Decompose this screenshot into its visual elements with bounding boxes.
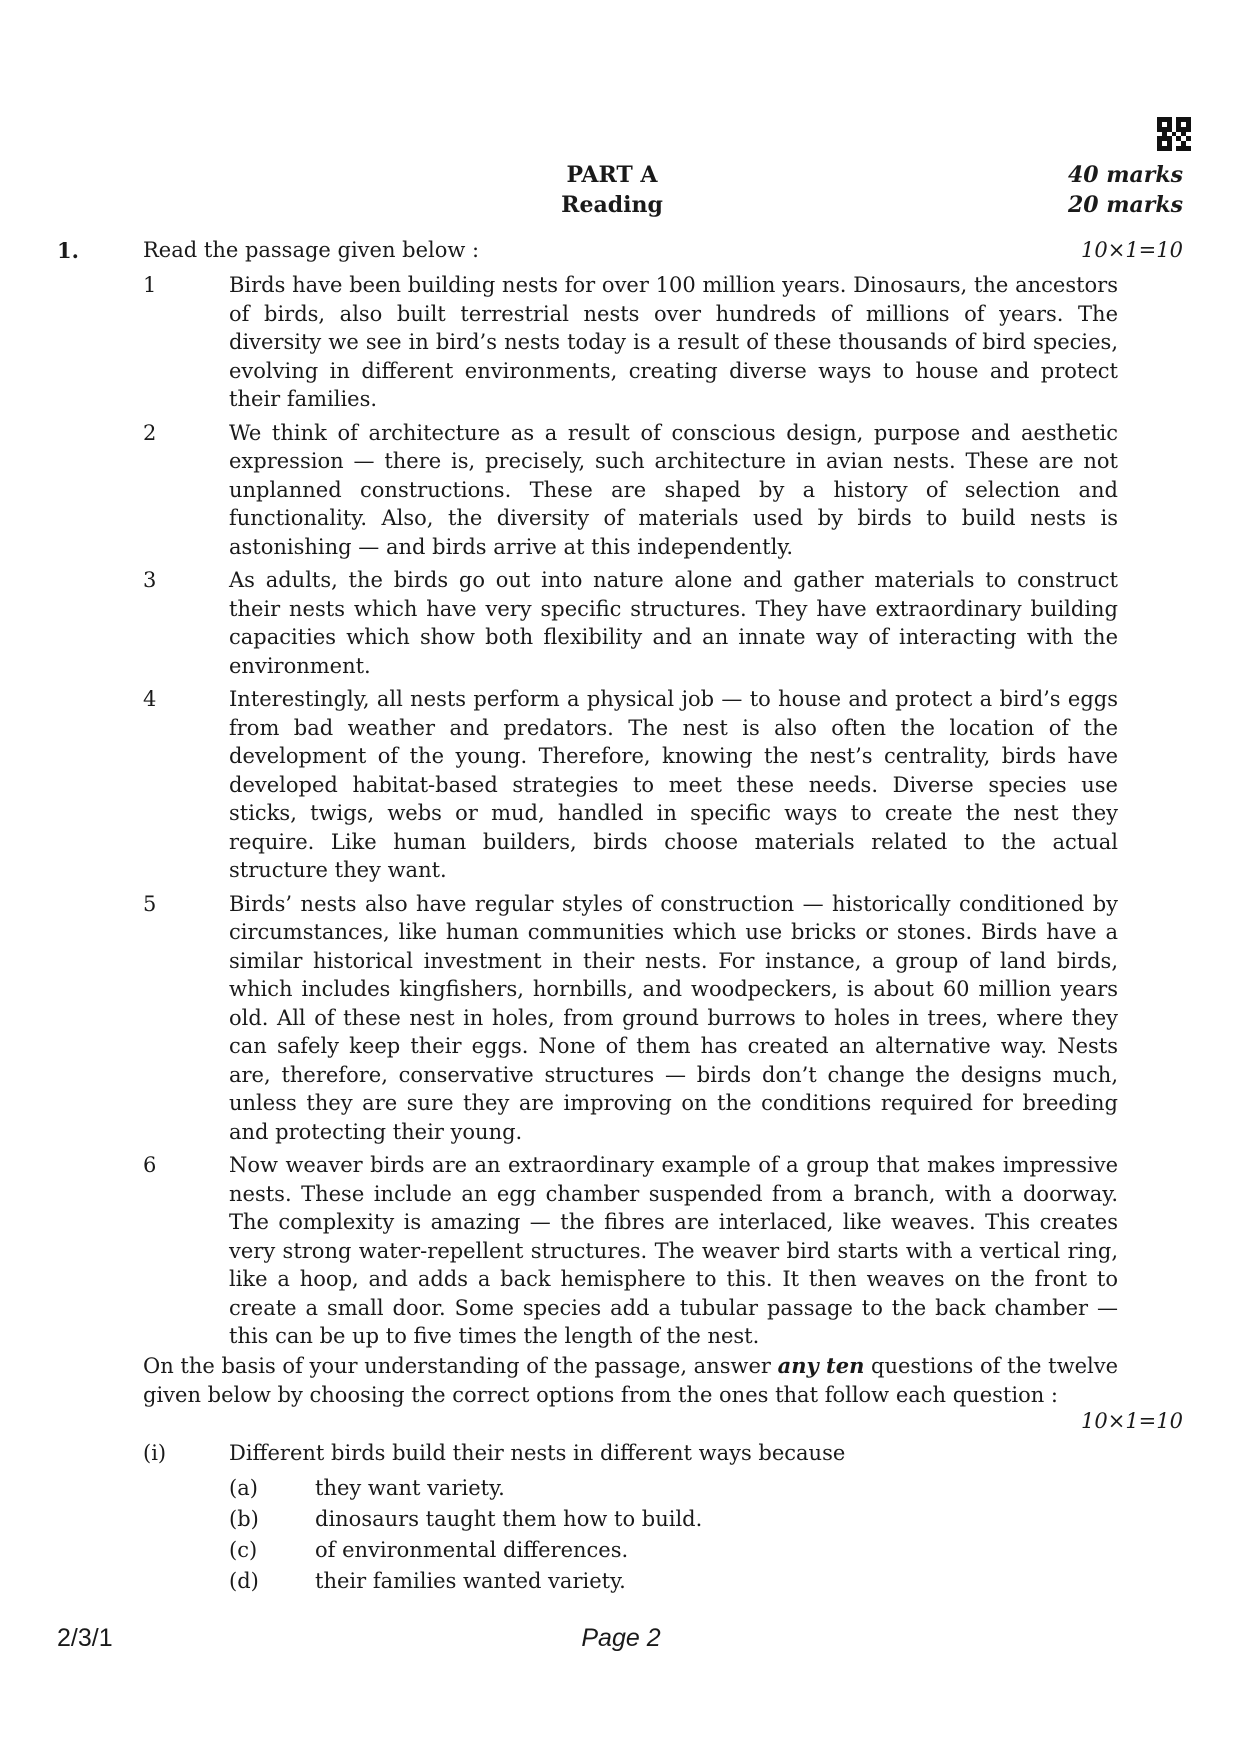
option-label: (b): [229, 1507, 259, 1531]
instruction: [143, 1352, 1118, 1409]
question-number: 1.: [57, 238, 79, 263]
paragraph-text: We think of architecture as a result of conscious design, purpose and aesthetic expression — there is, precisely, such architecture in avian nests. These are not unplanned constructions. These are shaped by a history of selection and functionality. Also, the diversity of materials used by birds to build nests is astonishing — and birds arrive at this independently.: [229, 420, 1118, 559]
passage-paragraph: [143, 1151, 1118, 1351]
answer-option[interactable]: [229, 1473, 702, 1504]
instruction-marks: 10×1=10: [1081, 1409, 1183, 1433]
paragraph-text: Now weaver birds are an extraordinary example of a group that makes impressive nests. These include an egg chamber suspended from a branch, with a doorway. The complexity is amazing — the fibres are interlaced, like weaves. This creates very strong water-repellent structures. The weaver bird starts with a vertical ring, like a hoop, and adds a back hemisphere to this. It then weaves on the front to create a small door. Some species add a tubular passage to the back chamber — this can be up to five times the length of the nest.: [229, 1153, 1118, 1348]
answer-options: [229, 1473, 702, 1597]
paper-code: 2/3/1: [57, 1624, 113, 1652]
paragraph-text: Birds have been building nests for over 100 million years. Dinosaurs, the ancestors of birds, also built terrestrial nests over hundreds of millions of years. The diversity we see in bird’s nests today is a result of these thousands of bird species, evolving in different environments, creating diverse ways to house and protect their families.: [229, 273, 1118, 411]
passage-paragraph: [143, 685, 1118, 885]
instruction-text-before: On the basis of your understanding of the passage, answer: [143, 1354, 778, 1378]
option-label: (a): [229, 1476, 258, 1500]
paragraph-number: 5: [143, 891, 157, 916]
paragraph-number: 3: [143, 568, 157, 592]
option-text: their families wanted variety.: [315, 1569, 626, 1593]
option-text: of environmental differences.: [315, 1538, 629, 1562]
option-label: (c): [229, 1538, 258, 1562]
sub-question: [143, 1441, 1118, 1465]
option-text: dinosaurs taught them how to build.: [315, 1507, 703, 1531]
question-intro: Read the passage given below :: [143, 238, 480, 262]
answer-option[interactable]: [229, 1566, 702, 1597]
paragraph-number: 6: [143, 1153, 157, 1177]
sub-question-text: Different birds build their nests in different ways because: [229, 1441, 846, 1465]
part-title: PART A: [566, 162, 658, 188]
section-marks: 20 marks: [1067, 192, 1183, 218]
question-marks: 10×1=10: [1081, 238, 1183, 262]
part-marks: 40 marks: [1067, 162, 1183, 188]
sub-question-number: (i): [143, 1441, 167, 1465]
instruction-emphasis: any ten: [777, 1353, 865, 1378]
page-number: Page 2: [581, 1624, 661, 1652]
section-title: Reading: [561, 192, 663, 218]
paragraph-number: 2: [143, 420, 157, 445]
paragraph-number: 4: [143, 687, 157, 711]
instruction-text-after: questions of the twelve given below by choosing the correct options from the ones that follow each question :: [143, 1354, 1118, 1407]
paragraph-text: As adults, the birds go out into nature alone and gather materials to construct their nests which have very specific structures. They have extraordinary building capacities which show both flexibility and an innate way of interacting with the environment.: [229, 568, 1118, 678]
answer-option[interactable]: [229, 1535, 702, 1566]
paragraph-text: Interestingly, all nests perform a physical job — to house and protect a bird’s eggs from bad weather and predators. The nest is also often the location of the development of the young. Therefore, knowing the nest’s centrality, birds have developed habitat-based strategies to meet these needs. Diverse species use sticks, twigs, webs or mud, handled in specific ways to create the nest they require. Like human builders, birds choose materials related to the actual structure they want.: [229, 687, 1118, 882]
qr-code-icon: [1157, 117, 1191, 151]
passage-paragraph: [143, 419, 1118, 562]
passage-paragraph: [143, 271, 1118, 414]
answer-option[interactable]: [229, 1504, 702, 1535]
option-text: they want variety.: [315, 1476, 505, 1500]
passage-paragraph: [143, 566, 1118, 680]
paragraph-text: Birds’ nests also have regular styles of construction — historically conditioned by circumstances, like human communities which use bricks or stones. Birds have a similar historical investment in their nests. For instance, a group of land birds, which includes kingfishers, hornbills, and woodpeckers, is about 60 million years old. All of these nest in holes, from ground burrows to holes in trees, where they can safely keep their eggs. None of them has created an alternative way. Nests are, therefore, conservative structures — birds don’t change the designs much, unless they are sure they are improving on the conditions required for breeding and protecting their young.: [229, 891, 1118, 1144]
reading-passage: [143, 271, 1118, 1356]
option-label: (d): [229, 1569, 259, 1593]
passage-paragraph: [143, 890, 1118, 1147]
paragraph-number: 1: [143, 273, 157, 297]
